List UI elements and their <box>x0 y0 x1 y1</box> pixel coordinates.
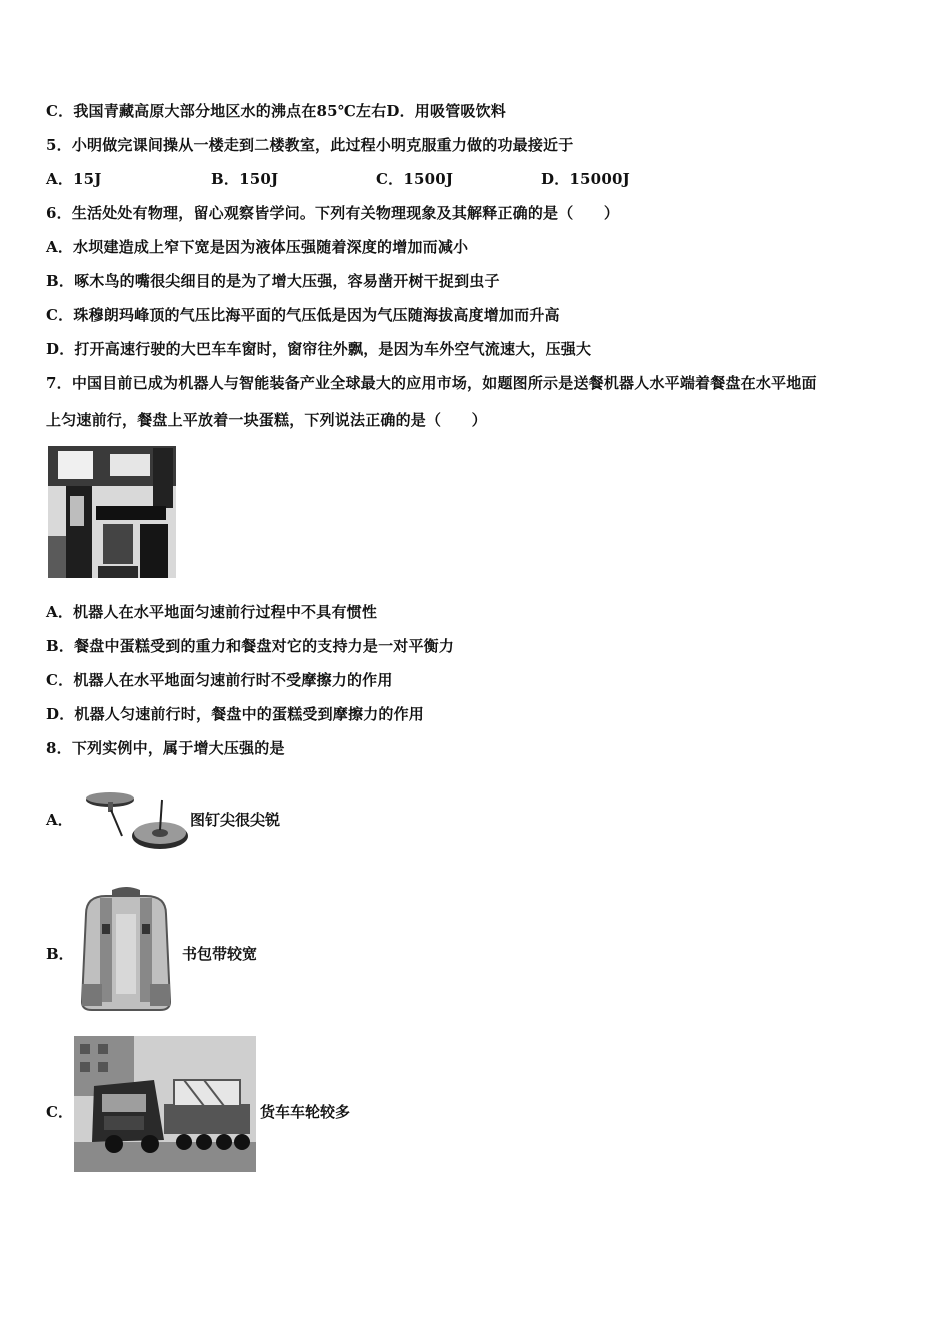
q5-options <box>46 169 686 189</box>
question-7-line-1: 7．中国目前已成为机器人与智能装备产业全球最大的应用市场，如题图所示是送餐机器人水平端着餐盘在水平地面 <box>46 374 817 392</box>
q5-option-d: D．15000J <box>541 170 630 188</box>
q8-option-a-letter: A． <box>46 811 73 829</box>
question-8: 8．下列实例中，属于增大压强的是 <box>46 739 285 757</box>
q5-option-b: B．150J <box>211 170 279 188</box>
q8-option-b-letter: B． <box>46 945 74 963</box>
question-5: 5．小明做完课间操从一楼走到二楼教室，此过程小明克服重力做的功最接近于 <box>46 136 574 154</box>
robot-photo <box>48 446 176 578</box>
question-6: 6．生活处处有物理，留心观察皆学问。下列有关物理现象及其解释正确的是（ ） <box>46 204 620 222</box>
q7-option-c: C．机器人在水平地面匀速前行时不受摩擦力的作用 <box>46 671 393 689</box>
thumbtack-photo <box>80 786 190 860</box>
q8-option-a-caption: 图钉尖很尖锐 <box>190 811 281 829</box>
q6-option-b: B．啄木鸟的嘴很尖细目的是为了增大压强，容易凿开树干捉到虫子 <box>46 272 500 290</box>
q6-option-c: C．珠穆朗玛峰顶的气压比海平面的气压低是因为气压随海拔高度增加而升高 <box>46 306 560 324</box>
q7-option-a: A．机器人在水平地面匀速前行过程中不具有惯性 <box>46 603 378 621</box>
q8-option-c-letter: C． <box>46 1103 73 1121</box>
q6-option-a: A．水坝建造成上窄下宽是因为液体压强随着深度的增加而减小 <box>46 238 469 256</box>
question-7-line-2: 上匀速前行，餐盘上平放着一块蛋糕，下列说法正确的是（ ） <box>46 411 487 429</box>
q8-option-b-caption: 书包带较宽 <box>182 945 258 963</box>
q4-option-c-d: C．我国青藏高原大部分地区水的沸点在85℃左右D．用吸管吸饮料 <box>46 102 506 120</box>
q7-option-d: D．机器人匀速前行时，餐盘中的蛋糕受到摩擦力的作用 <box>46 705 425 723</box>
q7-option-b: B．餐盘中蛋糕受到的重力和餐盘对它的支持力是一对平衡力 <box>46 637 455 655</box>
truck-photo <box>74 1036 256 1172</box>
q8-option-c-caption: 货车车轮较多 <box>260 1103 351 1121</box>
q5-option-a: A．15J <box>46 170 102 188</box>
q6-option-d: D．打开高速行驶的大巴车车窗时，窗帘往外飘，是因为车外空气流速大，压强大 <box>46 340 592 358</box>
backpack-photo <box>72 884 180 1014</box>
q5-option-c: C．1500J <box>376 170 454 188</box>
